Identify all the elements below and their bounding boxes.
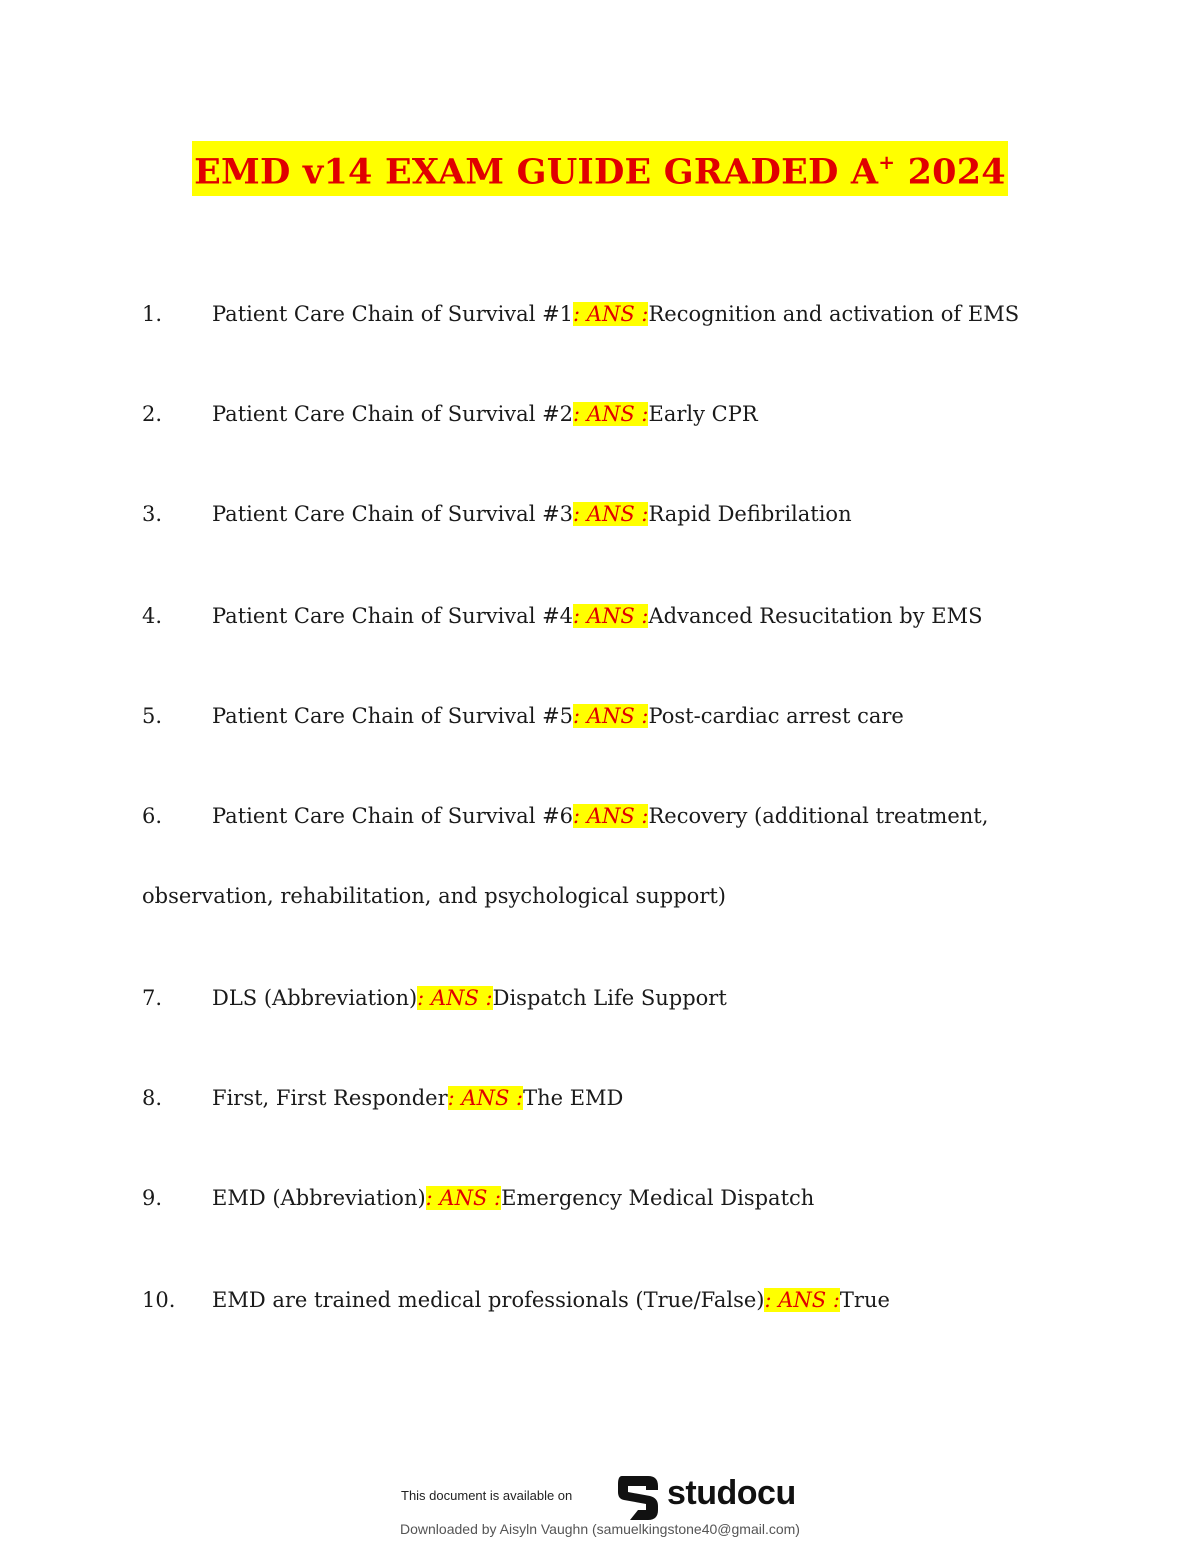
downloaded-by-text: Downloaded by Aisyln Vaughn (samuelkingstone40@gmail.com) — [400, 1521, 800, 1537]
question-text: Patient Care Chain of Survival #2 — [212, 402, 574, 426]
studocu-logo-icon[interactable] — [614, 1472, 664, 1522]
ans-marker: : ANS : — [573, 502, 649, 526]
answer-text: Emergency Medical Dispatch — [501, 1186, 815, 1210]
ans-marker: : ANS : — [417, 986, 493, 1010]
question-text: Patient Care Chain of Survival #5 — [212, 704, 574, 728]
ans-marker: : ANS : — [573, 402, 649, 426]
document-title: EMD v14 EXAM GUIDE GRADED A+ 2024 — [192, 141, 1008, 196]
available-on-text: This document is available on — [401, 1488, 573, 1503]
answer-text: Advanced Resucitation by EMS — [648, 604, 983, 628]
item-number: 6. — [142, 804, 163, 828]
ans-marker: : ANS : — [573, 604, 649, 628]
item-number: 3. — [142, 502, 163, 526]
question-text: First, First Responder — [212, 1086, 448, 1110]
title-wrap — [0, 141, 1200, 196]
item-number: 8. — [142, 1086, 163, 1110]
answer-text: The EMD — [523, 1086, 624, 1110]
item-number: 5. — [142, 704, 163, 728]
item-number: 7. — [142, 986, 163, 1010]
question-text: EMD (Abbreviation) — [212, 1186, 426, 1210]
studocu-brand[interactable]: studocu — [667, 1474, 796, 1512]
answer-text: True — [839, 1288, 890, 1312]
question-text: EMD are trained medical professionals (True/False) — [212, 1288, 765, 1312]
answer-continuation: observation, rehabilitation, and psychological support) — [142, 884, 726, 908]
item-number: 9. — [142, 1186, 163, 1210]
item-number: 4. — [142, 604, 163, 628]
question-text: Patient Care Chain of Survival #4 — [212, 604, 574, 628]
question-text: Patient Care Chain of Survival #3 — [212, 502, 574, 526]
question-text: Patient Care Chain of Survival #6 — [212, 804, 574, 828]
footer — [0, 1468, 1200, 1553]
answer-text: Recognition and activation of EMS — [648, 302, 1020, 326]
ans-marker: : ANS : — [573, 704, 649, 728]
ans-marker: : ANS : — [573, 804, 649, 828]
item-number: 2. — [142, 402, 163, 426]
item-number: 10. — [142, 1288, 176, 1312]
ans-marker: : ANS : — [573, 302, 649, 326]
answer-text: Post-cardiac arrest care — [648, 704, 904, 728]
answer-text: Dispatch Life Support — [492, 986, 727, 1010]
answer-text: Rapid Defibrilation — [648, 502, 852, 526]
answer-text: Recovery (additional treatment, — [648, 804, 989, 828]
ans-marker: : ANS : — [425, 1186, 502, 1210]
question-text: DLS (Abbreviation) — [212, 986, 418, 1010]
question-text: Patient Care Chain of Survival #1 — [212, 302, 574, 326]
ans-marker: : ANS : — [447, 1086, 524, 1110]
ans-marker: : ANS : — [764, 1288, 840, 1312]
item-number: 1. — [142, 302, 163, 326]
answer-text: Early CPR — [648, 402, 758, 426]
